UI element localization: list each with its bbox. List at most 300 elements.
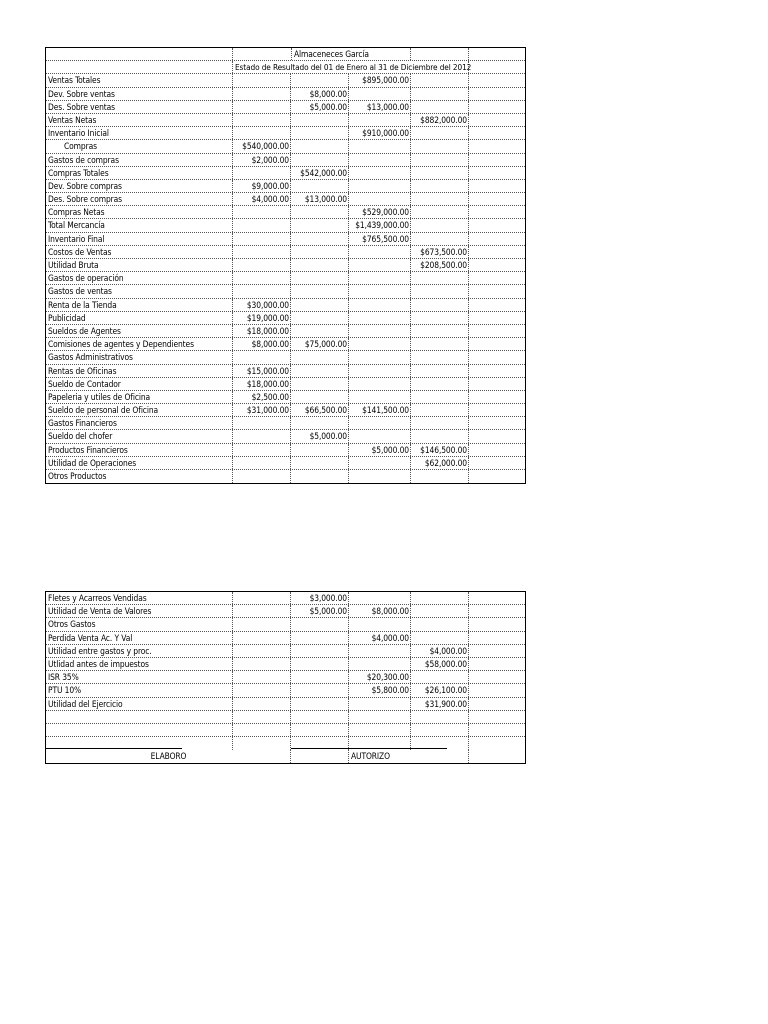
- table-row: [46, 618, 525, 631]
- empty-cell: [469, 404, 525, 416]
- amount-cell: [291, 114, 349, 126]
- amount-cell: [411, 88, 469, 100]
- amount-cell: [291, 206, 349, 218]
- row-label: Papeleria y utiles de Oficina: [46, 391, 233, 403]
- table-row: [46, 114, 525, 127]
- table-row: [46, 684, 525, 697]
- row-label: Ventas Netas: [46, 114, 233, 126]
- amount-cell: [291, 724, 349, 736]
- amount-cell: [349, 259, 411, 271]
- empty-cell: [469, 618, 525, 630]
- amount-cell: [233, 351, 291, 363]
- empty-cell: [469, 246, 525, 258]
- amount-cell: [291, 632, 349, 644]
- row-label: Utilidad del Ejercicio: [46, 698, 233, 710]
- amount-cell: [291, 74, 349, 86]
- amount-cell: [411, 724, 469, 736]
- table-row: [46, 246, 525, 259]
- row-label: Inventario Final: [46, 233, 233, 245]
- table-row: [46, 378, 525, 391]
- amount-cell: [349, 167, 411, 179]
- amount-cell: [411, 711, 469, 723]
- amount-cell: $208,500.00: [411, 259, 469, 271]
- amount-cell: [291, 312, 349, 324]
- empty-cell: [469, 233, 525, 245]
- amount-cell: [233, 645, 291, 657]
- table-row: [46, 351, 525, 364]
- amount-cell: [233, 632, 291, 644]
- amount-cell: [349, 618, 411, 630]
- empty-cell: [469, 338, 525, 350]
- amount-cell: [411, 430, 469, 442]
- table-row: [46, 658, 525, 671]
- amount-cell: $765,500.00: [349, 233, 411, 245]
- table-row: [46, 632, 525, 645]
- amount-cell: [233, 219, 291, 231]
- empty-cell: [469, 658, 525, 670]
- table-row: [46, 325, 525, 338]
- statement-title: Estado de Resultado del 01 de Enero al 31 de Diciembre del 2012: [235, 62, 472, 73]
- empty-cell: [469, 698, 525, 710]
- row-label: Compras: [46, 140, 233, 152]
- amount-cell: [411, 351, 469, 363]
- amount-cell: $5,000.00: [349, 444, 411, 456]
- amount-cell: [349, 658, 411, 670]
- amount-cell: [411, 605, 469, 617]
- row-label: Gastos de ventas: [46, 285, 233, 297]
- amount-cell: [233, 711, 291, 723]
- amount-cell: $540,000.00: [233, 140, 291, 152]
- amount-cell: [291, 233, 349, 245]
- amount-cell: [233, 444, 291, 456]
- empty-cell: [469, 737, 525, 750]
- table-row: [46, 645, 525, 658]
- table-row: [46, 391, 525, 404]
- empty-cell: [469, 391, 525, 403]
- amount-cell: [291, 272, 349, 284]
- table-row: [46, 605, 525, 618]
- table-row: [46, 365, 525, 378]
- amount-cell: [291, 259, 349, 271]
- row-label: Otros Productos: [46, 470, 233, 483]
- amount-cell: [233, 592, 291, 604]
- table-row: [46, 285, 525, 298]
- row-label: Sueldos de Agentes: [46, 325, 233, 337]
- amount-cell: $542,000.00: [291, 167, 349, 179]
- amount-cell: [291, 325, 349, 337]
- empty-cell: [469, 114, 525, 126]
- amount-cell: [411, 312, 469, 324]
- row-label: Fletes y Acarreos Vendidas: [46, 592, 233, 604]
- amount-cell: [233, 605, 291, 617]
- amount-cell: $1,439,000.00: [349, 219, 411, 231]
- amount-cell: [411, 592, 469, 604]
- amount-cell: [411, 391, 469, 403]
- amount-cell: [291, 391, 349, 403]
- empty-cell: [469, 127, 525, 139]
- amount-cell: $5,000.00: [291, 430, 349, 442]
- amount-cell: $8,000.00: [233, 338, 291, 350]
- amount-cell: [349, 114, 411, 126]
- amount-cell: $26,100.00: [411, 684, 469, 696]
- company-name: Almaceneces García: [291, 48, 411, 60]
- row-label: Utlidad antes de impuestos: [46, 658, 233, 670]
- amount-cell: [233, 74, 291, 86]
- amount-cell: [291, 645, 349, 657]
- empty-cell: [469, 351, 525, 363]
- elaboro-label: ELABORO: [150, 751, 187, 762]
- table-row: [46, 711, 525, 724]
- table-row: [46, 470, 525, 483]
- table-row: [46, 206, 525, 219]
- empty-cell: [469, 272, 525, 284]
- amount-cell: $5,000.00: [291, 605, 349, 617]
- row-label: Dev. Sobre compras: [46, 180, 233, 192]
- amount-cell: [291, 444, 349, 456]
- header-title-row: [46, 61, 525, 74]
- amount-cell: [411, 325, 469, 337]
- empty-cell: [469, 632, 525, 644]
- amount-cell: [291, 618, 349, 630]
- row-label: PTU 10%: [46, 684, 233, 696]
- amount-cell: [349, 430, 411, 442]
- empty-cell: [469, 378, 525, 390]
- empty-cell: [469, 101, 525, 113]
- table-row: [46, 698, 525, 711]
- amount-cell: [233, 259, 291, 271]
- table-row: [46, 140, 525, 153]
- amount-cell: $4,000.00: [233, 193, 291, 205]
- amount-cell: [291, 154, 349, 166]
- row-label: Inventario Inicial: [46, 127, 233, 139]
- row-label: Utilidad Bruta: [46, 259, 233, 271]
- amount-cell: [291, 365, 349, 377]
- amount-cell: $5,800.00: [349, 684, 411, 696]
- table-row: [46, 338, 525, 351]
- autorizo-signature-line: [291, 748, 447, 749]
- amount-cell: [411, 632, 469, 644]
- amount-cell: [291, 378, 349, 390]
- amount-cell: $8,000.00: [291, 88, 349, 100]
- amount-cell: [349, 325, 411, 337]
- row-label: Des. Sobre compras: [46, 193, 233, 205]
- amount-cell: $18,000.00: [233, 378, 291, 390]
- empty-cell: [469, 154, 525, 166]
- amount-cell: [349, 470, 411, 483]
- amount-cell: $19,000.00: [233, 312, 291, 324]
- amount-cell: [291, 698, 349, 710]
- row-label: Gastos Financieros: [46, 417, 233, 429]
- amount-cell: [411, 618, 469, 630]
- row-label: Sueldo de Contador: [46, 378, 233, 390]
- amount-cell: $882,000.00: [411, 114, 469, 126]
- amount-cell: [349, 592, 411, 604]
- amount-cell: [411, 272, 469, 284]
- row-label: Utilidad entre gastos y proc.: [46, 645, 233, 657]
- amount-cell: $910,000.00: [349, 127, 411, 139]
- amount-cell: [233, 737, 291, 750]
- row-label: Otros Gastos: [46, 618, 233, 630]
- empty-cell: [469, 592, 525, 604]
- amount-cell: $15,000.00: [233, 365, 291, 377]
- table-row: [46, 457, 525, 470]
- amount-cell: [349, 180, 411, 192]
- empty-cell: [469, 312, 525, 324]
- row-label: Sueldo de personal de Oficina: [46, 404, 233, 416]
- table-row: [46, 312, 525, 325]
- amount-cell: [349, 391, 411, 403]
- amount-cell: $2,000.00: [233, 154, 291, 166]
- amount-cell: [233, 470, 291, 483]
- amount-cell: [349, 338, 411, 350]
- amount-cell: [233, 671, 291, 683]
- row-label: Publicidad: [46, 312, 233, 324]
- amount-cell: $4,000.00: [349, 632, 411, 644]
- amount-cell: [233, 417, 291, 429]
- table-row: [46, 233, 525, 246]
- amount-cell: [349, 724, 411, 736]
- table-row: [46, 219, 525, 232]
- row-label: Comisiones de agentes y Dependientes: [46, 338, 233, 350]
- empty-cell: [469, 724, 525, 736]
- amount-cell: [291, 180, 349, 192]
- amount-cell: [291, 246, 349, 258]
- table-row: [46, 101, 525, 114]
- table-row: [46, 724, 525, 737]
- amount-cell: [349, 154, 411, 166]
- income-statement-table-continued: [45, 591, 526, 764]
- amount-cell: [349, 645, 411, 657]
- empty-cell: [469, 180, 525, 192]
- amount-cell: $75,000.00: [291, 338, 349, 350]
- row-label: Ventas Totales: [46, 74, 233, 86]
- table-row: [46, 417, 525, 430]
- amount-cell: [411, 365, 469, 377]
- row-label: Compras Totales: [46, 167, 233, 179]
- table-row: [46, 154, 525, 167]
- amount-cell: [233, 206, 291, 218]
- empty-cell: [469, 645, 525, 657]
- row-label: Perdida Venta Ac. Y Val: [46, 632, 233, 644]
- amount-cell: $5,000.00: [291, 101, 349, 113]
- amount-cell: $62,000.00: [411, 457, 469, 469]
- empty-cell: [469, 193, 525, 205]
- amount-cell: $529,000.00: [349, 206, 411, 218]
- amount-cell: [349, 365, 411, 377]
- amount-cell: [411, 404, 469, 416]
- amount-cell: [291, 470, 349, 483]
- amount-cell: [233, 246, 291, 258]
- amount-cell: $31,000.00: [233, 404, 291, 416]
- row-label: [46, 711, 233, 723]
- amount-cell: [291, 285, 349, 297]
- amount-cell: [291, 219, 349, 231]
- elaboro-signature-line: [46, 748, 182, 749]
- table-row: [46, 127, 525, 140]
- table-row: [46, 88, 525, 101]
- empty-cell: [469, 417, 525, 429]
- empty-cell: [469, 88, 525, 100]
- amount-cell: [411, 206, 469, 218]
- amount-cell: [411, 180, 469, 192]
- amount-cell: [291, 351, 349, 363]
- amount-cell: [349, 299, 411, 311]
- amount-cell: $146,500.00: [411, 444, 469, 456]
- row-label: Sueldo del chofer: [46, 430, 233, 442]
- empty-cell: [469, 140, 525, 152]
- amount-cell: [233, 724, 291, 736]
- amount-cell: [411, 140, 469, 152]
- amount-cell: [349, 312, 411, 324]
- amount-cell: $8,000.00: [349, 605, 411, 617]
- amount-cell: $4,000.00: [411, 645, 469, 657]
- amount-cell: [411, 299, 469, 311]
- income-statement-table: [45, 47, 526, 484]
- empty-cell: [469, 457, 525, 469]
- amount-cell: [233, 272, 291, 284]
- amount-cell: $9,000.00: [233, 180, 291, 192]
- empty-cell: [469, 325, 525, 337]
- table-row: [46, 180, 525, 193]
- amount-cell: [411, 671, 469, 683]
- amount-cell: [349, 378, 411, 390]
- table-row: [46, 74, 525, 87]
- empty-cell: [469, 711, 525, 723]
- amount-cell: [233, 114, 291, 126]
- amount-cell: [411, 127, 469, 139]
- amount-cell: [411, 154, 469, 166]
- amount-cell: [291, 299, 349, 311]
- amount-cell: [349, 417, 411, 429]
- empty-cell: [469, 285, 525, 297]
- empty-cell: [469, 299, 525, 311]
- row-label: ISR 35%: [46, 671, 233, 683]
- amount-cell: [291, 140, 349, 152]
- row-label: Dev. Sobre ventas: [46, 88, 233, 100]
- amount-cell: [233, 101, 291, 113]
- amount-cell: [291, 671, 349, 683]
- amount-cell: [349, 351, 411, 363]
- amount-cell: $13,000.00: [291, 193, 349, 205]
- amount-cell: [233, 698, 291, 710]
- row-label: Rentas de Oficinas: [46, 365, 233, 377]
- amount-cell: $31,900.00: [411, 698, 469, 710]
- amount-cell: $13,000.00: [349, 101, 411, 113]
- amount-cell: [411, 233, 469, 245]
- empty-cell: [469, 671, 525, 683]
- amount-cell: [349, 88, 411, 100]
- amount-cell: [233, 457, 291, 469]
- amount-cell: [349, 711, 411, 723]
- row-label: [46, 724, 233, 736]
- amount-cell: [411, 338, 469, 350]
- empty-cell: [469, 444, 525, 456]
- row-label: Gastos de operación: [46, 272, 233, 284]
- row-label: Utilidad de Operaciones: [46, 457, 233, 469]
- amount-cell: $3,000.00: [291, 592, 349, 604]
- empty-cell: [469, 167, 525, 179]
- signature-row: [46, 750, 525, 763]
- amount-cell: [411, 193, 469, 205]
- amount-cell: [349, 457, 411, 469]
- autorizo-label: AUTORIZO: [351, 751, 390, 762]
- row-label: Utilidad de Venta de Valores: [46, 605, 233, 617]
- statement-rows-continued: [46, 592, 525, 750]
- table-row: [46, 193, 525, 206]
- amount-cell: [233, 430, 291, 442]
- row-label: Gastos de compras: [46, 154, 233, 166]
- amount-cell: [291, 457, 349, 469]
- empty-cell: [469, 259, 525, 271]
- row-label: Des. Sobre ventas: [46, 101, 233, 113]
- table-row: [46, 592, 525, 605]
- table-row: [46, 167, 525, 180]
- empty-cell: [469, 74, 525, 86]
- empty-cell: [469, 365, 525, 377]
- amount-cell: [291, 127, 349, 139]
- statement-rows: [46, 74, 525, 483]
- row-label: Productos Financieros: [46, 444, 233, 456]
- amount-cell: $58,000.00: [411, 658, 469, 670]
- amount-cell: [349, 698, 411, 710]
- empty-cell: [469, 470, 525, 483]
- table-row: [46, 259, 525, 272]
- empty-cell: [469, 206, 525, 218]
- amount-cell: [233, 233, 291, 245]
- amount-cell: [233, 167, 291, 179]
- empty-cell: [469, 430, 525, 442]
- amount-cell: [411, 74, 469, 86]
- amount-cell: $18,000.00: [233, 325, 291, 337]
- amount-cell: [411, 219, 469, 231]
- table-row: [46, 272, 525, 285]
- amount-cell: [349, 272, 411, 284]
- row-label: Compras Netas: [46, 206, 233, 218]
- amount-cell: [411, 167, 469, 179]
- table-row: [46, 404, 525, 417]
- amount-cell: [233, 88, 291, 100]
- amount-cell: [349, 140, 411, 152]
- amount-cell: [233, 285, 291, 297]
- amount-cell: [233, 127, 291, 139]
- amount-cell: [349, 246, 411, 258]
- table-row: [46, 444, 525, 457]
- table-row: [46, 299, 525, 312]
- amount-cell: [291, 658, 349, 670]
- amount-cell: [291, 417, 349, 429]
- amount-cell: $30,000.00: [233, 299, 291, 311]
- row-label: Gastos Administrativos: [46, 351, 233, 363]
- table-row: [46, 671, 525, 684]
- amount-cell: [233, 684, 291, 696]
- amount-cell: [411, 378, 469, 390]
- row-label: Total Mercancía: [46, 219, 233, 231]
- amount-cell: $895,000.00: [349, 74, 411, 86]
- amount-cell: [233, 618, 291, 630]
- amount-cell: $66,500.00: [291, 404, 349, 416]
- amount-cell: $141,500.00: [349, 404, 411, 416]
- row-label: Costos de Ventas: [46, 246, 233, 258]
- table-row: [46, 430, 525, 443]
- amount-cell: [411, 101, 469, 113]
- amount-cell: $673,500.00: [411, 246, 469, 258]
- amount-cell: [411, 470, 469, 483]
- amount-cell: $20,300.00: [349, 671, 411, 683]
- empty-cell: [469, 684, 525, 696]
- amount-cell: [411, 417, 469, 429]
- amount-cell: [349, 285, 411, 297]
- empty-cell: [469, 219, 525, 231]
